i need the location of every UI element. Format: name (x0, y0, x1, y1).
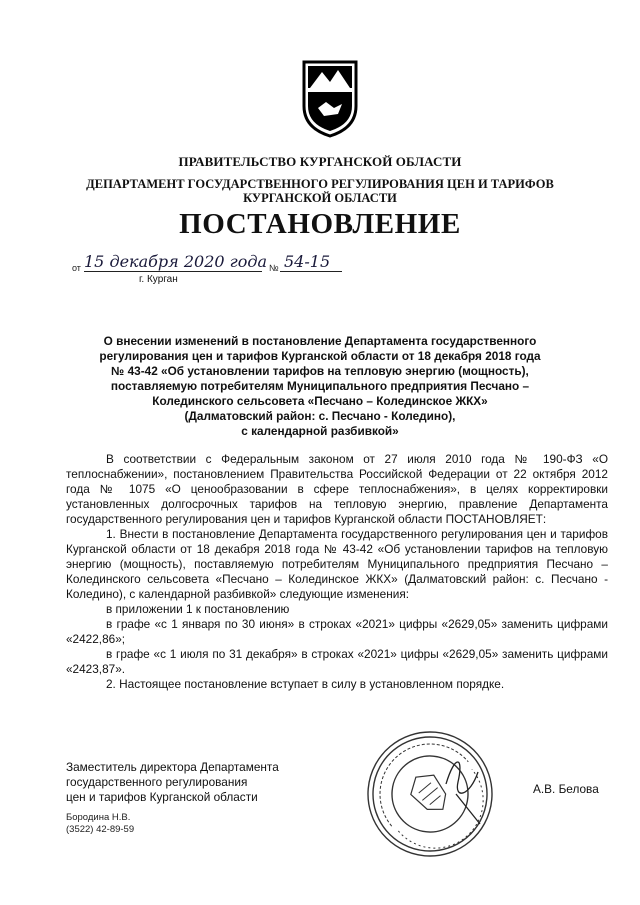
body-paragraph-preamble: В соответствии с Федеральным законом от 27 июля 2010 года № 190-ФЗ «О теплоснабжении», постановлением Правительства Российской Федерации от 22 октября 2012 года № 1075 «О ценообразовании в сфере теплоснабжения», в целях корректировки установленных долгосрочных тарифов на тепловую энергию, правление Департамента государственного регулирования цен и тарифов Курганской области ПОСТАНОВЛЯЕТ: (66, 452, 608, 526)
official-stamp-icon (360, 724, 500, 864)
subject-line: О внесении изменений в постановление Департамента государственного (103, 334, 537, 348)
body-paragraph-item1: 1. Внести в постановление Департамента государственного регулирования цен и тарифов Курганской области от 18 декабря 2018 года № 43-42 «Об установлении тарифов на тепловую энергию (мощность), поставляемую потребителям Муниципального предприятия Песчано – Колединского сельсовета «Песчано – Колединское ЖКХ» (Далматовский район: с. Песчано - Коледино), с календарной разбивкой» следующие изменения: (66, 527, 608, 601)
department-title (70, 177, 570, 205)
city-label: г. Курган (139, 274, 178, 285)
subject-line: Колединского сельсовета «Песчано – Колединское ЖКХ» (152, 394, 488, 408)
signer-position-line: государственного регулирования (66, 775, 248, 789)
signer-position-line: цен и тарифов Курганской области (66, 790, 258, 804)
executor-phone: (3522) 42-89-59 (66, 824, 135, 835)
signer-name: А.В. Белова (533, 782, 599, 796)
body-paragraph-change2: в графе «с 1 июля по 31 декабря» в строках «2021» цифры «2629,05» заменить цифрами «2423,87». (66, 647, 608, 676)
document-body (66, 452, 608, 692)
subject-line: № 43-42 «Об установлении тарифов на тепловую энергию (мощность), (111, 364, 529, 378)
signer-position (66, 760, 346, 805)
number-underline (280, 271, 342, 272)
signer-position-line: Заместитель директора Департамента (66, 760, 279, 774)
coat-of-arms-icon (300, 58, 360, 138)
body-paragraph-appendix: в приложении 1 к постановлению (106, 602, 290, 616)
handwritten-date: 15 декабря 2020 года (84, 252, 268, 271)
body-paragraph-change1: в графе «с 1 января по 30 июня» в строках «2021» цифры «2629,05» заменить цифрами «2422,86»; (66, 617, 608, 646)
government-title: ПРАВИТЕЛЬСТВО КУРГАНСКОЙ ОБЛАСТИ (178, 154, 462, 169)
number-label: № (269, 263, 279, 273)
department-title-line2: КУРГАНСКОЙ ОБЛАСТИ (243, 191, 397, 205)
subject-line: поставляемую потребителям Муниципального предприятия Песчано – (110, 379, 530, 393)
subject-line: с календарной разбивкой» (241, 424, 399, 438)
executor-info (66, 812, 134, 836)
subject-line: регулирования цен и тарифов Курганской области от 18 декабря 2018 года (99, 349, 541, 363)
document-subject (70, 334, 570, 439)
department-title-line1: ДЕПАРТАМЕНТ ГОСУДАРСТВЕННОГО РЕГУЛИРОВАНИЯ ЦЕН И ТАРИФОВ (86, 177, 554, 191)
executor-name: Бородина Н.В. (66, 812, 131, 823)
handwritten-number: 54-15 (284, 252, 331, 271)
subject-line: (Далматовский район: с. Песчано - Колединo), (184, 409, 456, 423)
from-label: от (72, 263, 81, 273)
document-type-title: ПОСТАНОВЛЕНИЕ (179, 208, 461, 240)
date-number-row (72, 252, 372, 276)
date-underline (84, 271, 262, 272)
body-paragraph-item2: 2. Настоящее постановление вступает в силу в установленном порядке. (106, 677, 505, 691)
